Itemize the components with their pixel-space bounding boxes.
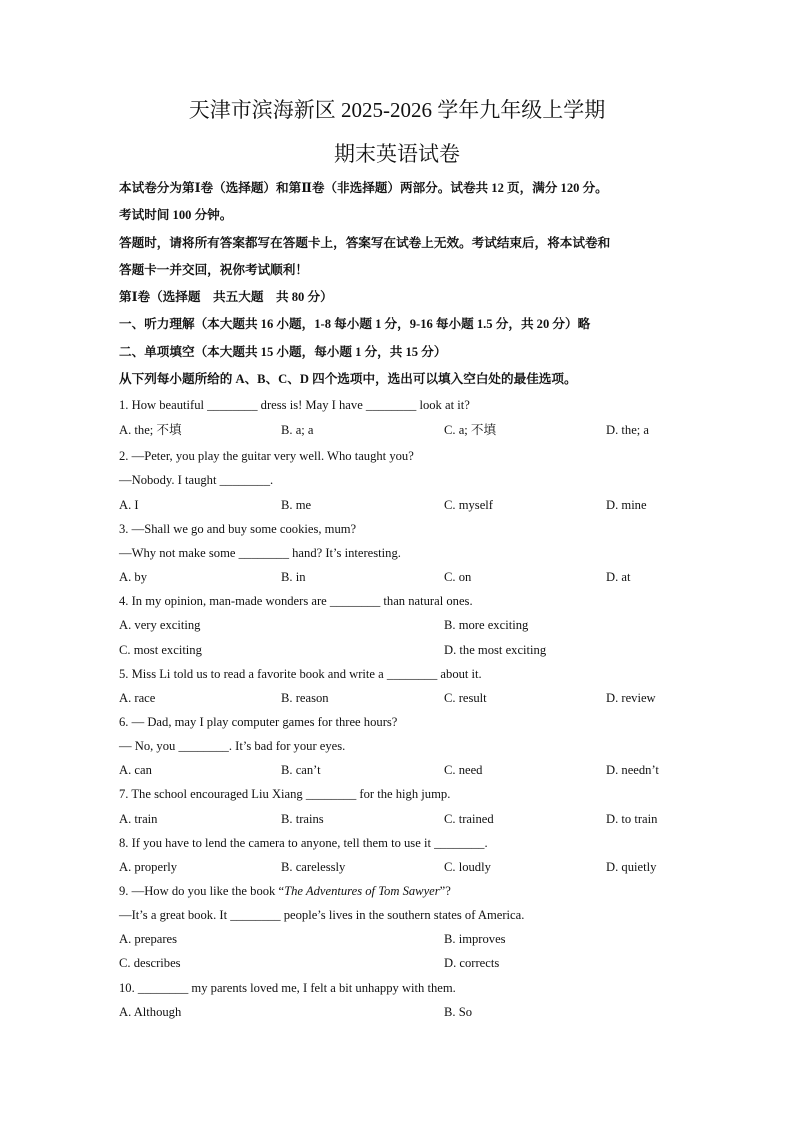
q6-option-d: D. needn’t: [606, 763, 659, 777]
q8-option-a: A. properly: [119, 860, 178, 874]
part2-direction: 从下列每小题所给的 A、B、C、D 四个选项中，选出可以填入空白处的最佳选项。: [119, 372, 577, 386]
q7-option-a: A. train: [119, 812, 158, 826]
instruction-line-4: 答题卡一并交回，祝你考试顺利！: [119, 263, 308, 277]
q7-option-b: B. trains: [281, 812, 324, 826]
q7-option-c: C. trained: [444, 812, 494, 826]
q3-option-a: A. by: [119, 570, 147, 584]
q8-option-b: B. carelessly: [281, 860, 346, 874]
part2-heading: 二、单项填空（本大题共 15 小题，每小题 1 分，共 15 分）: [119, 345, 447, 359]
exam-title-line2: 期末英语试卷: [334, 142, 460, 166]
q1-option-d: D. the; a: [606, 423, 650, 437]
q4-option-b: B. more exciting: [444, 618, 529, 632]
q8-option-d: D. quietly: [606, 860, 657, 874]
q4-option-a: A. very exciting: [119, 618, 201, 632]
question-9-stem-2: —It’s a great book. It ________ people’s lives in the southern states of America.: [119, 908, 525, 922]
question-3-stem-2: —Why not make some ________ hand? It’s interesting.: [119, 546, 401, 560]
q5-option-d: D. review: [606, 691, 656, 705]
question-2-stem-2: —Nobody. I taught ________.: [119, 473, 274, 487]
q2-option-c: C. myself: [444, 498, 493, 512]
exam-title-line1: 天津市滨海新区 2025-2026 学年九年级上学期: [188, 98, 606, 122]
q5-option-b: B. reason: [281, 691, 329, 705]
q1-option-a: A. the; 不填: [119, 423, 182, 437]
q3-option-b: B. in: [281, 570, 306, 584]
q9-option-c: C. describes: [119, 956, 181, 970]
q6-option-c: C. need: [444, 763, 483, 777]
q2-option-b: B. me: [281, 498, 312, 512]
q6-option-b: B. can’t: [281, 763, 321, 777]
q5-option-c: C. result: [444, 691, 487, 705]
q4-option-d: D. the most exciting: [444, 643, 547, 657]
instruction-line-3: 答题时，请将所有答案都写在答题卡上，答案写在试卷上无效。考试结束后，将本试卷和: [119, 236, 611, 250]
q3-option-d: D. at: [606, 570, 631, 584]
question-8-stem: 8. If you have to lend the camera to anyone, tell them to use it ________.: [119, 836, 488, 850]
q5-option-a: A. race: [119, 691, 156, 705]
question-10-stem: 10. ________ my parents loved me, I felt a bit unhappy with them.: [119, 981, 456, 995]
question-7-stem: 7. The school encouraged Liu Xiang ________ for the high jump.: [119, 787, 451, 801]
question-9-stem: [119, 883, 451, 899]
part1-heading: 一、听力理解（本大题共 16 小题，1-8 每小题 1 分，9-16 每小题 1.5 分，共 20 分）略: [119, 317, 591, 331]
q4-option-c: C. most exciting: [119, 643, 202, 657]
instruction-line-2: 考试时间 100 分钟。: [119, 208, 233, 222]
q9-option-d: D. corrects: [444, 956, 500, 970]
question-6-stem: 6. — Dad, may I play computer games for three hours?: [119, 715, 398, 729]
question-6-stem-2: — No, you ________. It’s bad for your eyes.: [119, 739, 346, 753]
question-1-stem: 1. How beautiful ________ dress is! May I have ________ look at it?: [119, 398, 470, 412]
q3-option-c: C. on: [444, 570, 472, 584]
q2-option-a: A. I: [119, 498, 139, 512]
question-4-stem: 4. In my opinion, man-made wonders are ________ than natural ones.: [119, 594, 473, 608]
q8-option-c: C. loudly: [444, 860, 491, 874]
section-title: 第Ⅰ卷（选择题 共五大题 共 80 分）: [119, 290, 333, 304]
instruction-line-1: 本试卷分为第Ⅰ卷（选择题）和第Ⅱ卷（非选择题）两部分。试卷共 12 页，满分 120 分。: [119, 181, 608, 195]
question-3-stem: 3. —Shall we go and buy some cookies, mum?: [119, 522, 357, 536]
q7-option-d: D. to train: [606, 812, 658, 826]
q9-option-a: A. prepares: [119, 932, 178, 946]
question-5-stem: 5. Miss Li told us to read a favorite book and write a ________ about it.: [119, 667, 482, 681]
q9-option-b: B. improves: [444, 932, 506, 946]
q2-option-d: D. mine: [606, 498, 647, 512]
q9-book-title: The Adventures of Tom Sawyer: [284, 884, 440, 898]
q10-option-b: B. So: [444, 1005, 472, 1019]
q6-option-a: A. can: [119, 763, 152, 777]
q9-stem-end: ”?: [439, 884, 451, 898]
q1-option-b: B. a; a: [281, 423, 314, 437]
question-2-stem: 2. —Peter, you play the guitar very well. Who taught you?: [119, 449, 414, 463]
q9-stem-start: 9. —How do you like the book “: [119, 884, 285, 898]
q1-option-c: C. a; 不填: [444, 423, 497, 437]
q10-option-a: A. Although: [119, 1005, 182, 1019]
